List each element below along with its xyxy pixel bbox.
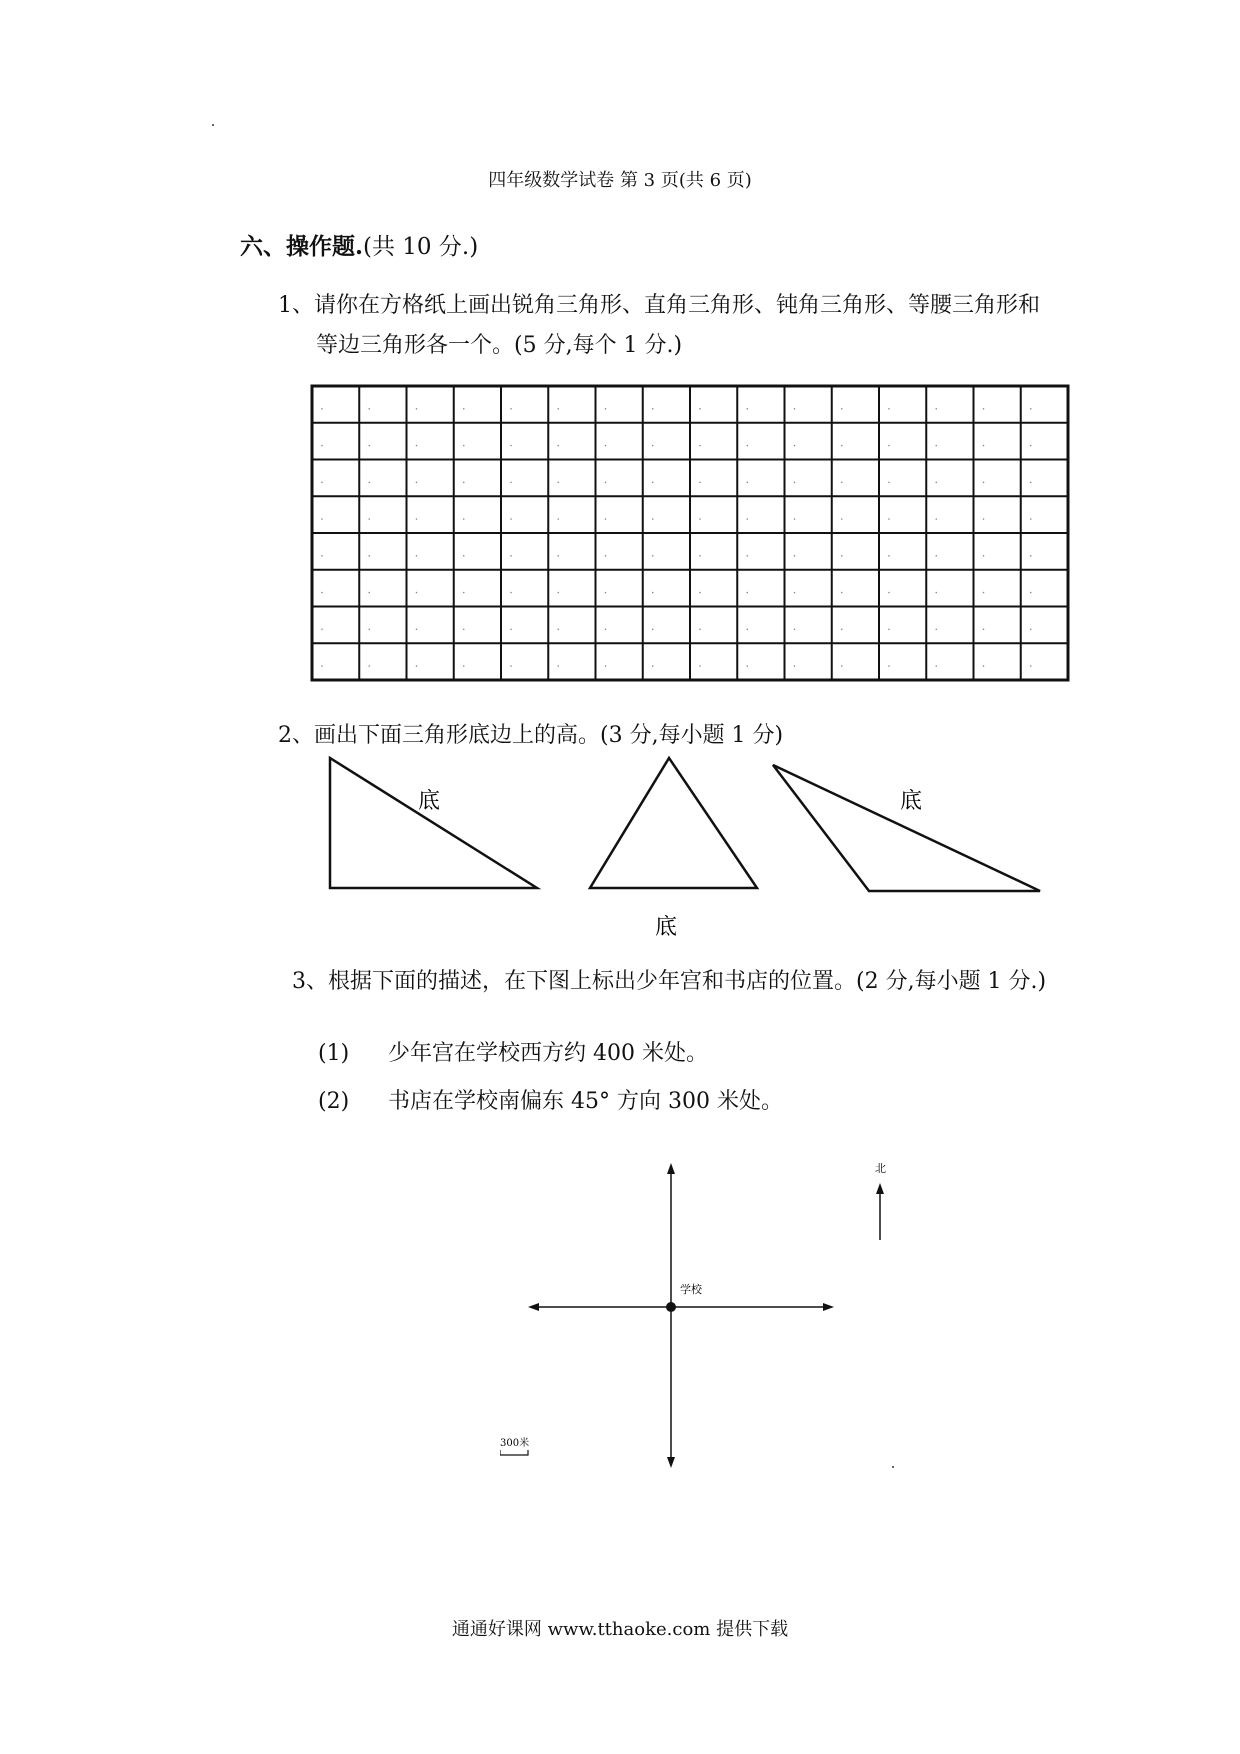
grid-cell-dot <box>605 665 607 667</box>
base-label-1: 底 <box>418 789 441 814</box>
grid-cell-dot <box>888 445 890 447</box>
grid-cell-dot <box>699 481 701 483</box>
acute-triangle <box>590 758 757 888</box>
grid-cell-dot <box>1030 555 1032 557</box>
grid-cell-dot <box>463 518 465 520</box>
grid-cell-dot <box>557 592 559 594</box>
grid-cell-dot <box>888 518 890 520</box>
axis-arrow-right <box>823 1303 834 1311</box>
grid-cell-dot <box>510 518 512 520</box>
grid-cell-dot <box>935 555 937 557</box>
grid-cell-dot <box>841 555 843 557</box>
grid-cell-dot <box>794 518 796 520</box>
grid-cell-dot <box>935 665 937 667</box>
grid-cell-dot <box>699 445 701 447</box>
grid-cell-dot <box>841 665 843 667</box>
grid-cell-dot <box>935 481 937 483</box>
grid-cell-dot <box>888 628 890 630</box>
scale-label: 300米 <box>500 1438 530 1449</box>
grid-cell-dot <box>699 408 701 410</box>
grid-cell-dot <box>935 408 937 410</box>
grid-cell-dot <box>746 408 748 410</box>
grid-cell-dot <box>699 555 701 557</box>
grid-cell-dot <box>557 481 559 483</box>
grid-cell-dot <box>416 445 418 447</box>
grid-cell-dot <box>935 628 937 630</box>
grid-cell-dot <box>368 408 370 410</box>
sub-item-2-num: (2) <box>318 1089 350 1114</box>
triangles-figure <box>300 740 1080 950</box>
obtuse-triangle <box>773 765 1040 891</box>
grid-cell-dot <box>463 481 465 483</box>
grid-cell-dot <box>557 408 559 410</box>
grid-cell-dot <box>416 518 418 520</box>
section-points: (共 10 分.) <box>363 234 479 260</box>
grid-cell-dot <box>416 481 418 483</box>
grid-cell-dot <box>510 592 512 594</box>
grid-cell-dot <box>746 555 748 557</box>
grid-cell-dot <box>983 518 985 520</box>
grid-cell-dot <box>1030 665 1032 667</box>
grid-cell-dot <box>794 481 796 483</box>
grid-cell-dot <box>652 518 654 520</box>
north-arrow-head <box>876 1183 884 1194</box>
question-2: 2、画出下面三角形底边上的高。(3 分,每小题 1 分) <box>278 723 784 748</box>
grid-cell-dot <box>605 481 607 483</box>
scan-speck <box>892 1466 894 1468</box>
grid-cell-dot <box>794 408 796 410</box>
grid-cell-dot <box>699 518 701 520</box>
grid-cell-dot <box>794 665 796 667</box>
grid-cell-dot <box>510 555 512 557</box>
grid-cell-dot <box>557 518 559 520</box>
grid-cell-dot <box>463 665 465 667</box>
grid-cell-dot <box>605 518 607 520</box>
axis-arrow-up <box>667 1163 675 1174</box>
axis-arrow-down <box>667 1457 675 1468</box>
grid-cell-dot <box>888 555 890 557</box>
grid-cell-dot <box>888 408 890 410</box>
grid-cell-dot <box>1030 445 1032 447</box>
grid-cell-dot <box>652 665 654 667</box>
section-title <box>240 228 478 261</box>
grid-cell-dot <box>510 481 512 483</box>
grid-cell-dot <box>888 665 890 667</box>
grid-cell-dot <box>794 628 796 630</box>
grid-cell-dot <box>368 665 370 667</box>
axis-arrow-left <box>528 1303 539 1311</box>
grid-cell-dot <box>321 445 323 447</box>
grid-cell-dot <box>652 628 654 630</box>
grid-cell-dot <box>746 628 748 630</box>
question-1 <box>278 286 1158 366</box>
grid-cell-dot <box>510 445 512 447</box>
grid-cell-dot <box>841 628 843 630</box>
grid-cell-dot <box>463 408 465 410</box>
north-label: 北 <box>875 1162 886 1175</box>
grid-cell-dot <box>321 518 323 520</box>
grid-cell-dot <box>321 665 323 667</box>
grid-cell-dot <box>652 481 654 483</box>
grid-cell-dot <box>746 481 748 483</box>
grid-cell-dot <box>510 628 512 630</box>
grid-cell-dot <box>1030 628 1032 630</box>
grid-cell-dot <box>368 592 370 594</box>
grid-cell-dot <box>841 592 843 594</box>
grid-cell-dot <box>746 665 748 667</box>
grid-cell-dot <box>605 555 607 557</box>
school-point <box>666 1302 676 1312</box>
grid-cell-dot <box>463 445 465 447</box>
grid-cell-dot <box>841 518 843 520</box>
grid-cell-dot <box>746 445 748 447</box>
grid-cell-dot <box>983 408 985 410</box>
footer: 通通好课网 www.tthaoke.com 提供下载 <box>451 1619 789 1640</box>
section-title-label: 六、操作题. <box>240 233 364 260</box>
grid-cell-dot <box>321 408 323 410</box>
grid-cell-dot <box>1030 592 1032 594</box>
grid-cell-dot <box>368 518 370 520</box>
grid-cell-dot <box>794 555 796 557</box>
grid-cell-dot <box>652 592 654 594</box>
grid-cell-dot <box>983 592 985 594</box>
grid-cell-dot <box>888 481 890 483</box>
question-1-line-2: 等边三角形各一个。(5 分,每个 1 分.) <box>316 333 683 358</box>
grid-cell-dot <box>935 445 937 447</box>
grid-cell-dot <box>1030 518 1032 520</box>
sub-item-2-text: 书店在学校南偏东 45° 方向 300 米处。 <box>388 1089 783 1114</box>
scale-bar <box>500 1450 528 1455</box>
grid-cell-dot <box>605 408 607 410</box>
grid-cell-dot <box>841 408 843 410</box>
grid-cell-dot <box>935 518 937 520</box>
grid-cell-dot <box>746 592 748 594</box>
grid-cell-dot <box>1030 408 1032 410</box>
grid-cell-dot <box>463 592 465 594</box>
grid-cell-dot <box>652 555 654 557</box>
grid-cell-dot <box>983 481 985 483</box>
grid-cell-dot <box>416 592 418 594</box>
grid-cell-dot <box>510 408 512 410</box>
sub-item-1-text: 少年宫在学校西方约 400 米处。 <box>388 1041 708 1066</box>
grid-cell-dot <box>321 628 323 630</box>
grid-cell-dot <box>888 592 890 594</box>
question-1-line-1: 1、请你在方格纸上画出锐角三角形、直角三角形、钝角三角形、等腰三角形和 <box>278 293 1040 318</box>
grid-cell-dot <box>983 665 985 667</box>
grid-cell-dot <box>841 445 843 447</box>
grid-cell-dot <box>321 481 323 483</box>
grid-lines <box>312 386 1068 680</box>
grid-cell-dot <box>983 555 985 557</box>
direction-map[interactable] <box>500 1150 920 1480</box>
base-label-3: 底 <box>900 789 923 814</box>
school-label: 学校 <box>680 1283 702 1296</box>
grid-cell-dot <box>699 665 701 667</box>
grid-cell-dot <box>557 445 559 447</box>
grid-paper[interactable] <box>310 384 1072 684</box>
question-3: 3、根据下面的描述，在下图上标出少年宫和书店的位置。(2 分,每小题 1 分.) <box>292 969 1047 994</box>
grid-cell-dot <box>368 555 370 557</box>
right-triangle <box>330 758 537 888</box>
grid-cell-dot <box>416 408 418 410</box>
grid-cell-dot <box>746 518 748 520</box>
grid-cell-dot <box>983 445 985 447</box>
grid-cell-dot <box>368 481 370 483</box>
base-label-2: 底 <box>655 915 678 940</box>
grid-cell-dot <box>368 445 370 447</box>
grid-cell-dot <box>605 628 607 630</box>
grid-cell-dot <box>463 555 465 557</box>
grid-cell-dot <box>935 592 937 594</box>
grid-cell-dot <box>652 408 654 410</box>
sub-item-1-num: (1) <box>318 1041 350 1066</box>
scan-speck <box>212 124 214 126</box>
grid-cell-dot <box>416 665 418 667</box>
sub-item-2 <box>318 1084 783 1115</box>
page-header: 四年级数学试卷 第 3 页(共 6 页) <box>488 170 752 191</box>
grid-cell-dot <box>605 592 607 594</box>
grid-cell-dot <box>321 592 323 594</box>
grid-cell-dot <box>699 592 701 594</box>
grid-cell-dot <box>463 628 465 630</box>
grid-cell-dot <box>557 555 559 557</box>
grid-cell-dot <box>416 555 418 557</box>
sub-item-1 <box>318 1036 708 1067</box>
grid-cell-dot <box>699 628 701 630</box>
grid-cell-dot <box>652 445 654 447</box>
grid-cell-dot <box>368 628 370 630</box>
grid-cell-dot <box>794 445 796 447</box>
grid-cell-dot <box>321 555 323 557</box>
grid-cell-dot <box>557 628 559 630</box>
grid-cell-dot <box>510 665 512 667</box>
grid-cell-dot <box>1030 481 1032 483</box>
grid-cell-dot <box>557 665 559 667</box>
grid-cell-dot <box>841 481 843 483</box>
grid-cell-dot <box>605 445 607 447</box>
grid-cell-dot <box>983 628 985 630</box>
grid-cell-dot <box>416 628 418 630</box>
grid-cell-dot <box>794 592 796 594</box>
